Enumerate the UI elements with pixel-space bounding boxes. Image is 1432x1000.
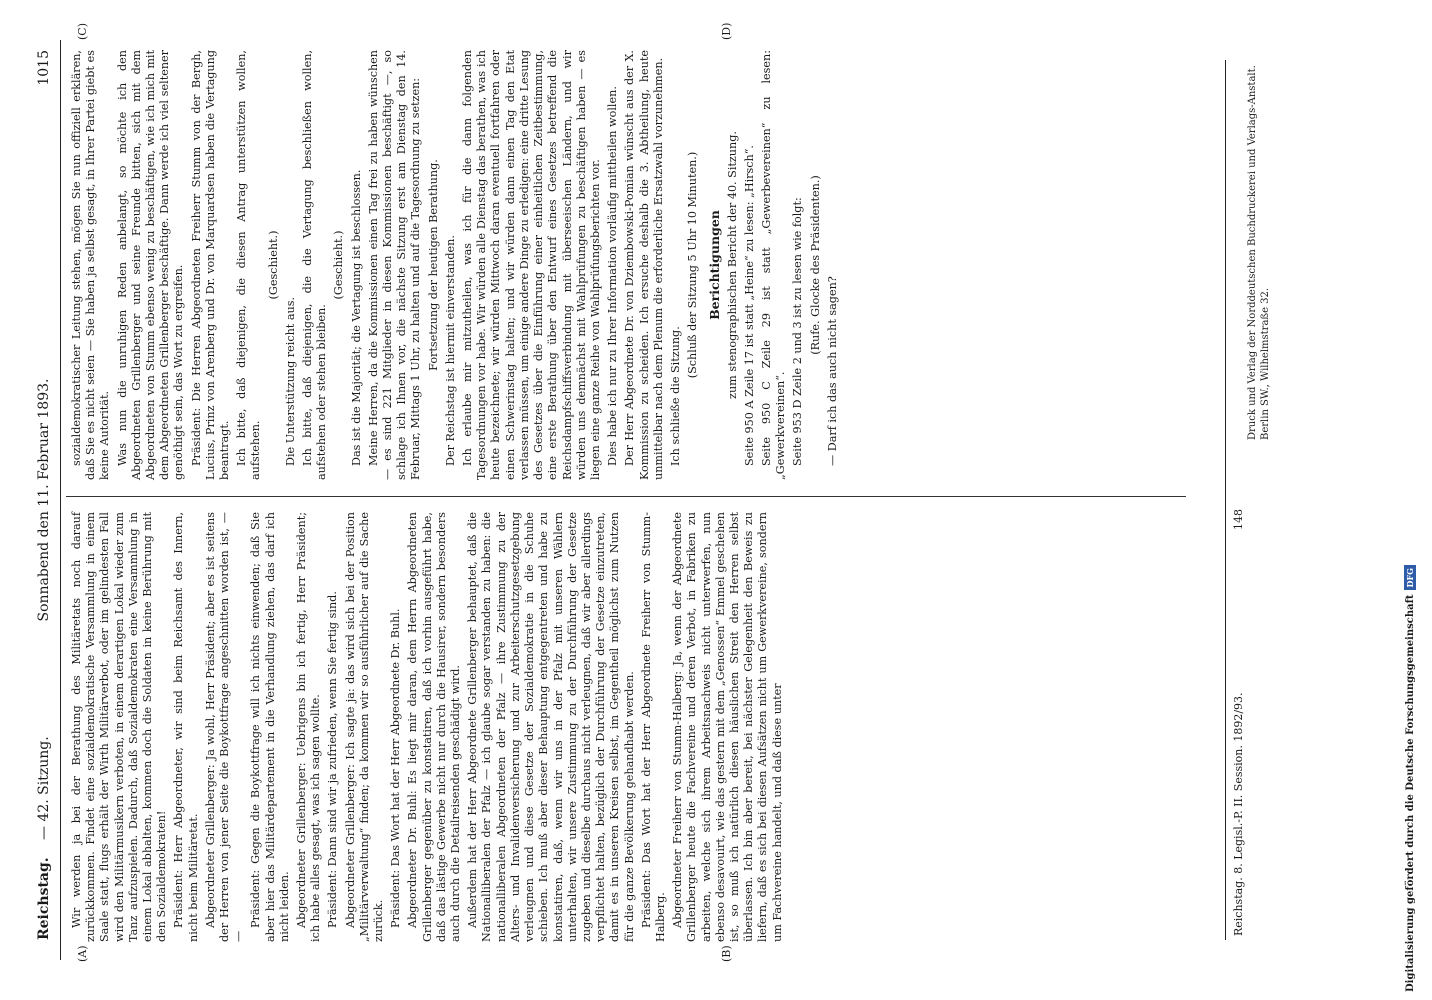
left-column-paragraph: Außerdem hat der Herr Abgeordnete Grillenberger behauptet, daß die Nationalliberalen der Pfalz — ich glaube sogar verstanden zu haben: die nationalliberalen Abgeordneten der Pfalz — ihre Zustimmung zu der Alters- und Invalidenversicherung und zur Arbeiterschutzgesetzgebung verleugnen und diese Gesetze der Sozialdemokratie in die Schuhe schieben. Ich muß aber dieser Behauptung entgegentreten und habe zu konstatiren, daß, wenn wir uns in der Pfalz mit unseren Wählern unterhalten, wir unsere Zustimmung zu der Durchführung der Gesetze zugeben und dieselbe durchaus nicht verleugnen, daß wir aber allerdings verpflichtet halten, bezüglich der Durchführung der Gesetze einzutreten, damit es in unseren Kreisen selbst, im Gegentheil möglichst zum Nutzen für die ganze Bevölkerung gehandhabt werden.	[466, 512, 636, 942]
right-column-paragraph: Präsident: Die Herren Abgeordneten Freiherr Stumm von der Bergh, Lucius, Prinz von Arenberg und Dr. von Marquardsen haben die Vertagung beantragt.	[189, 50, 232, 480]
right-column-paragraph: Seite 950 C Zeile 29 ist statt „Gewerbevereinen“ zu lesen: „Gewerkvereinen“.	[759, 50, 788, 480]
left-column-paragraph: Präsident: Das Wort hat der Herr Abgeordnete Dr. Buhl.	[389, 608, 403, 928]
dfg-side-note	[1404, 565, 1416, 992]
right-column-paragraph: Das ist die Majorität; die Vertagung ist beschlossen.	[349, 169, 363, 466]
left-column-paragraph: Präsident: Dann sind wir ja zufrieden, wenn Sie fertig sind.	[326, 591, 340, 928]
footer-printer: Druck und Verlag der Norddeutschen Buchdruckerei und Verlags-Anstalt. Berlin SW., Wilhelmstraße 32.	[1247, 65, 1271, 440]
margin-letter-b: (B)	[720, 945, 733, 962]
right-column-paragraph: (Rufe. Glocke des Präsidenten.)	[808, 175, 822, 355]
column-divider	[66, 496, 1186, 497]
margin-letter-a: (A)	[76, 945, 89, 962]
left-column-paragraph: Präsident: Gegen die Boykottfrage will ich nichts einwenden; daß Sie aber hier das Militärdepartement in die Verhandlung ziehen, das darf ich nicht leiden.	[249, 512, 291, 942]
left-column-paragraph: Abgeordneter Grillenberger: Ich sagte ja: das wird sich bei der Position „Militärverwaltung“ finden; da kommen wir so ausführlicher auf die Sache zurück.	[343, 512, 386, 942]
right-column-paragraph: Fortsetzung der heutigen Berathung.	[426, 159, 440, 371]
footer-rule	[1225, 60, 1226, 940]
right-column-paragraph: Seite 950 A Zeile 17 ist statt „Heine“ zu lesen: „Hirsch“.	[742, 145, 756, 466]
margin-letter-d: (D)	[720, 22, 733, 40]
running-header	[34, 40, 61, 960]
right-column-paragraph: Meine Herren, da die Kommissionen einen Tag frei zu haben wünschen — es sind 221 Mitglieder in diesen Kommissionen beschäftigt —, so schlage ich Ihnen vor, die nächste Sitzung erst am Dienstag den 14. Februar, Mittags 1 Uhr, zu halten und auf die Tagesordnung zu setzen:	[366, 50, 423, 480]
dfg-logo: DFG	[1404, 565, 1416, 590]
page-number: 1015	[36, 50, 52, 86]
left-column-paragraph: Abgeordneter Dr. Buhl: Es liegt mir daran, dem Herrn Abgeordneten Grillenberger gegenüber zu konstatiren, daß ich vorhin ausgeführt habe, daß das lästige Gewerbe nicht nur durch die Hausirer, sondern besonders auch durch die Detailreisenden geschädigt wird.	[406, 512, 463, 942]
right-column-paragraph: Die Unterstützung reicht aus.	[283, 296, 297, 466]
dfg-note-text: Digitalisierung gefördert durch die Deutsche Forschungsgemeinschaft	[1405, 594, 1416, 992]
right-column-paragraph: Ich schließe die Sitzung.	[668, 326, 682, 466]
right-column-paragraph: Dies habe ich nur zu Ihrer Information vorläufig mittheilen wollen.	[606, 86, 620, 466]
right-column-paragraph: Was nun die unruhigen Reden anbelangt, so möchte ich den Abgeordneten Grillenberger und seine Freunde bitten, sich mit dem Abgeordneten von Stumm ebenso wenig zu beschäftigen, wie ich mich mit dem Abgeordneten Grillenberger beschäftige. Dann werde ich viel seltener genöthigt sein, das Wort zu ergreifen.	[115, 50, 186, 480]
margin-letter-c: (C)	[76, 23, 89, 40]
right-column-paragraph: — Darf ich das auch nicht sagen?	[825, 276, 839, 466]
right-column-paragraph: Ich bitte, daß diejenigen, die die Vertagung beschließen wollen, aufstehen oder stehen bleiben.	[301, 50, 329, 480]
left-column-paragraph: Abgeordneter Freiherr von Stumm-Halberg: Ja, wenn der Abgeordnete Grillenberger heute die Fachvereine und deren Verbot, in Fabriken zu arbeiten, welche sich ihrem Arbeitsnachweis nicht unterwerfen, nun ebenso desavouirt, wie das gestern mit dem „Genossen“ Emmel geschehen ist, so muß ich natürlich diesen häuslichen Streit den Herren selbst überlassen. Ich bin aber bereit, bei nächster Gelegenheit den Beweis zu liefern, daß es sich bei diesen Aufsätzen nicht um Gewerkvereine, sondern um Fachvereine handelt, und daß diese unter	[671, 512, 784, 942]
footer-session: Reichstag. 8. Legisl.-P. II. Session. 1892/93.	[1232, 692, 1245, 936]
right-column-paragraph: (Schluß der Sitzung 5 Uhr 10 Minuten.)	[686, 151, 700, 379]
header-session: — 42. Sitzung.	[36, 736, 52, 840]
left-column-paragraph: Abgeordneter Grillenberger: Ja wohl, Herr Präsident; aber es ist seitens der Herren von jener Seite die Boykottfrage angeschnitten worden ist, — —	[203, 512, 246, 942]
left-column-paragraph: Präsident: Herr Abgeordneter, wir sind beim Reichsamt des Innern, nicht beim Militäretat.	[172, 512, 200, 942]
right-column-paragraph: Der Reichstag ist hiermit einverstanden.	[443, 235, 457, 466]
left-column-paragraph: Wir werden ja bei der Berathung des Militäretats noch darauf zurückkommen. Findet eine sozialdemokratische Versammlung in einem Saale statt, flugs erhält der Wirth Militärverbot, oder im gelindesten Fall wird den Militärmusikern verboten, in einem derartigen Lokal wieder zum Tanz aufzuspielen. Dadurch, daß Sozialdemokraten eine Versammlung in einem Lokal abhalten, kommen doch die Soldaten in keine Berührung mit den Sozialdemokraten!	[70, 512, 169, 942]
right-column-paragraph: sozialdemokratischer Leitung stehen, mögen Sie nun offiziell erklären, daß Sie es nicht seien — Sie haben ja selbst gesagt, in Ihrer Partei giebt es keine Autorität.	[70, 50, 112, 480]
header-title: Reichstag.	[36, 857, 52, 940]
right-column-paragraph: Ich bitte, daß diejenigen, die diesen Antrag unterstützen wollen, aufstehen.	[235, 50, 263, 480]
right-column-paragraph: (Geschieht.)	[266, 230, 280, 300]
right-column-paragraph: Seite 953 D Zeile 2 und 3 ist zu lesen wie folgt:	[791, 197, 805, 466]
right-column-paragraph: Berichtigungen	[707, 210, 723, 320]
header-date: Sonnabend den 11. Februar 1893.	[36, 378, 52, 622]
footer-signature: 148	[1232, 509, 1245, 530]
right-column-paragraph: zum stenographischen Bericht der 40. Sitzung.	[725, 131, 739, 399]
left-column-paragraph: Abgeordneter Grillenberger: Uebrigens bin ich fertig, Herr Präsident; ich habe alles gesagt, was ich sagen wollte.	[295, 512, 323, 942]
left-text-column	[70, 512, 788, 942]
right-column-paragraph: Ich erlaube mir mitzutheilen, was ich für die dann folgenden Tagesordnungen vor habe. Wir würden alle Dienstag das berathen, was ich heute bezeichnete; wir würden Mittwoch daran eventuell fortfahren oder einen Schwerinstag halten; und wir würden dann einen Tag den Etat verlassen müssen, um einige andere Dinge zu erledigen: eine dritte Lesung des Gesetzes über die Einführung einer einheitlichen Zeitbestimmung, eine erste Berathung über den Entwurf eines Gesetzes betreffend die Reichsdampfschiffsverbindung mit überseeischen Ländern, und wir würden uns demnächst mit Wahlprüfungen zu beschäftigen haben — es liegen eine ganze Reihe von Wahlprüfungsberichten vor.	[461, 50, 602, 480]
right-column-paragraph: (Geschieht.)	[332, 230, 346, 300]
right-text-column	[70, 50, 843, 480]
left-column-paragraph: Präsident: Das Wort hat der Herr Abgeordnete Freiherr von Stumm-Halberg.	[639, 512, 667, 942]
right-column-paragraph: Der Herr Abgeordnete Dr. von Dziembowski-Pomian wünscht aus der X. Kommission zu scheiden. Ich ersuche deshalb die 3. Abtheilung, heute unmittelbar nach dem Plenum die erforderliche Ersatzwahl vorzunehmen.	[623, 50, 665, 480]
